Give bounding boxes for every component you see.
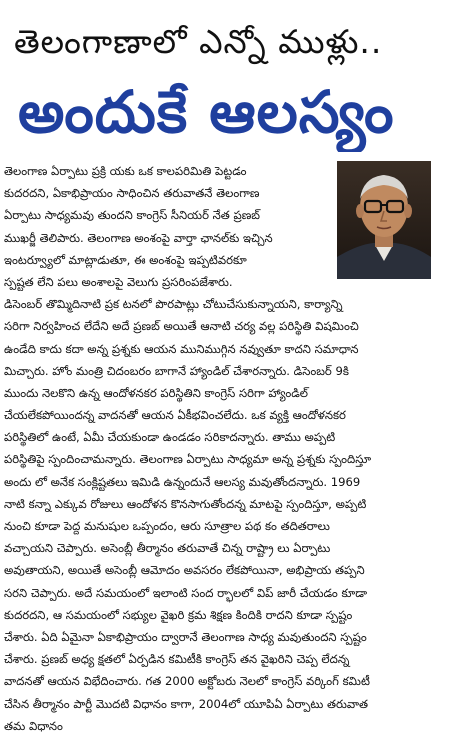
article-line: మిచ్చారు. హోం మంత్రి చిదంబరం బాగానే హ్యాండిల్ చేశారన్నారు. డిసెంబర్ 9కి	[4, 363, 349, 378]
article-line: అందు లో అనేక సంక్లిష్టతలు ఇమిడి ఉన్నందునే ఆలస్య మవుతోందన్నారు. 1969	[4, 474, 361, 489]
article-line: ఉండేది కాదు కదా అన్న ప్రశ్నకు ఆయన మునిముగ్గిన నవ్వుతూ కాదని సమాధాన	[4, 341, 359, 356]
article-line: వాదనతో ఆయన విభేదించారు. గత 2000 అక్టోబరు నెలలో కాంగ్రెస్ వర్కింగ్ కమిటీ	[4, 674, 370, 689]
article-line: నాటి కన్నా ఎక్కువ రోజులు ఆందోళన కొనసాగుతోందన్న మాటపై స్పందిస్తూ, అప్పటి	[4, 496, 367, 511]
article-line: అవుతాయని, అయితే అసెంబ్లీ ఆమోదం అవసరం లేకపోయినా, అభిప్రాయ తప్పని	[4, 563, 365, 578]
article-line: సరిగా నిర్వహించ లేదేని అదే ప్రణబ్ అయితే ఆనాటి చర్య వల్ల పరిస్థితి విషమించి	[4, 319, 359, 334]
article-line: కుదరదని, ఏకాభిప్రాయం సాధించిన తరువాతనే తెలంగాణ	[4, 186, 260, 201]
article-line: తెలంగాణ ఏర్పాటు ప్రక్రి యకు ఒక కాలపరిమితి పెట్టడం	[4, 164, 247, 178]
article-line: డిసెంబర్ తొమ్మిదినాటి ప్రక టనలో పొరపాట్లు చోటుచేసుకున్నాయని, కార్యాన్ని	[4, 297, 343, 312]
article-line: ఏర్పాటు సాధ్యమవు తుందని కాంగ్రెస్ సీనియర్ నేత ప్రణబ్	[4, 208, 260, 223]
article-line: పరిస్థితిలో ఉంటే, ఏమీ చేయకుండా ఉండడం సరికాదన్నారు. తాము అప్పటి	[4, 430, 336, 445]
article-line: చేసిన తీర్మానం పార్టీ మొదటి విధానం కాగా, 2004లో యూపిఏ ఏర్పాటు తరువాత	[4, 696, 369, 711]
article-line: చేశారు. ఏది ఏమైనా ఏకాభిప్రాయం ద్వారానే తెలంగాణ సాధ్య మవుతుందని స్పష్టం	[4, 629, 367, 644]
article-line: చేశారు. ప్రణబ్ అధ్య క్షతలో ఏర్పడిన కమిటీకి కాంగ్రెస్ తన వైఖరిని చెప్ప లేదన్న	[4, 652, 350, 667]
article-line: చేయలేకపోయిందన్న వాదనతో ఆయన ఏకీభవించలేదు. ఒక వ్యక్తి ఆందోళనకర	[4, 408, 346, 423]
headline-line-1: తెలంగాణాలో ఎన్నో ముళ్లు..	[14, 22, 383, 61]
article-line: ఇంటర్వ్యూలో మాట్లాడుతూ, ఈ అంశంపై ఇప్పటివరకూ	[4, 252, 247, 267]
article-body	[4, 160, 436, 740]
article-line: ముఖర్జీ తెలిపారు. తెలంగాణ అంశంపై వార్తా ఛానల్‌కు ఇచ్చిన	[4, 230, 273, 245]
article-line: వచ్చాయని చెప్పారు. అసెంబ్లీ తీర్మానం తరువాతే చిన్న రాష్ట్రా లు ఏర్పాటు	[4, 541, 331, 556]
article-line: కుదరదని, ఆ సమయంలో సభ్యుల వైఖరి క్రమ శిక్షణ కిందికి రాదని కూడా స్పష్టం	[4, 607, 353, 622]
article-line: నుంచి కూడా పెద్ద మనుషుల ఒప్పందం, ఆరు సూత్రాల పథ కం తదితరాలు	[4, 519, 330, 533]
article-line: పరిస్థితిపై స్పందించామన్నారు. తెలంగాణ ఏర్పాటు సాధ్యమా అన్న ప్రశ్నకు స్పందిస్తూ	[4, 452, 372, 467]
headline-line-2: అందుకే ఆలస్యం	[18, 78, 395, 146]
article-line: స్పష్టత లేని పలు అంశాలపై వెలుగు ప్రసరింపజేశారు.	[4, 274, 233, 289]
article-line: తమ విధానం	[4, 718, 63, 733]
article-line: సరని చెప్పారు. అదే సమయంలో ఇలాంటి సంద ర్భాలలో విప్ జారీ చేయడం కూడా	[4, 585, 368, 600]
article-line: ముందు నెలకొని ఉన్న ఆందోళనకర పరిస్థితిని కాంగ్రెస్ సరిగా హ్యాండిల్	[4, 385, 309, 400]
